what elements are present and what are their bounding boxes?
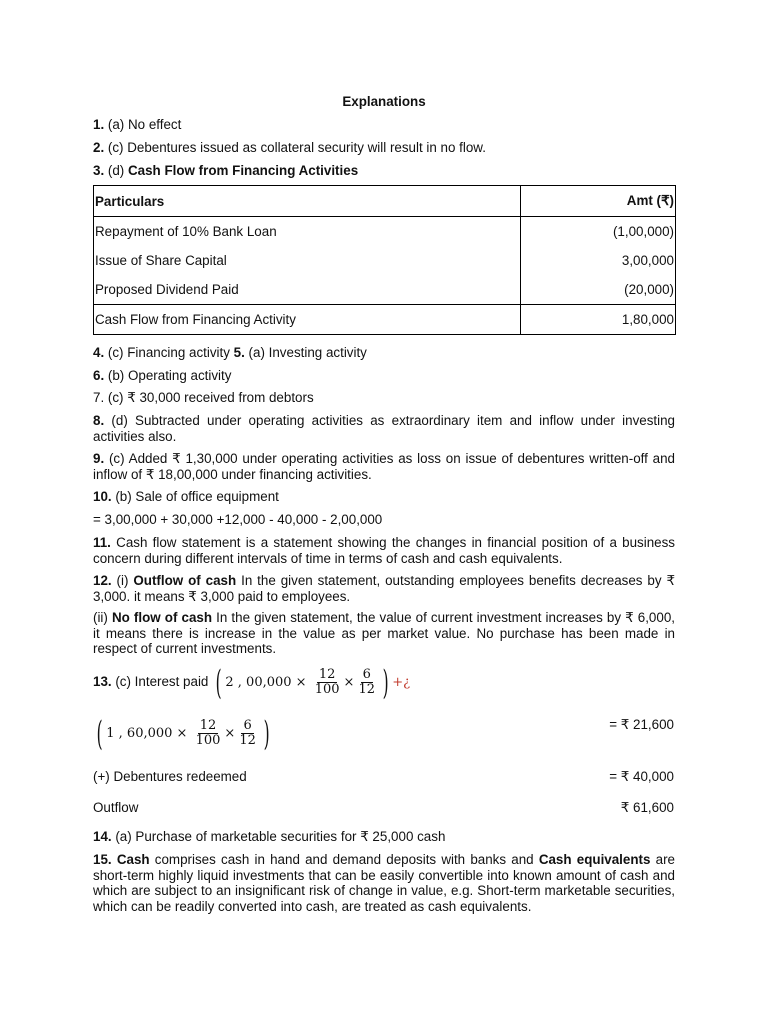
table-header-particulars: Particulars [94, 186, 521, 217]
fraction: $\frac{12}{100}$ [195, 718, 221, 748]
table-cell: Proposed Dividend Paid [94, 275, 521, 305]
table-cell: (20,000) [624, 282, 674, 297]
answer-2: 2. (c) Debentures issued as collateral security will result in no flow. [93, 140, 486, 155]
table-header-amount: Amt (₹) [521, 186, 676, 217]
debentures-redeemed-label: (+) Debentures redeemed [93, 769, 247, 784]
fraction: $\frac{12}{100}$ [314, 667, 340, 697]
answer-14: 14. (a) Purchase of marketable securities for ₹ 25,000 cash [93, 829, 446, 844]
answer-1: 1. (a) No effect [93, 117, 182, 132]
table-row [94, 275, 676, 305]
table-cell: (1,00,000) [612, 224, 674, 239]
table-row-total [94, 305, 676, 335]
answer-3: 3. (d) Cash Flow from Financing Activities [93, 163, 359, 178]
interest-amount: = ₹ 21,600 [609, 717, 674, 732]
table-row [94, 217, 676, 247]
answer-10: 10. (b) Sale of office equipment [93, 489, 279, 504]
fraction: $\frac{6}{12}$ [358, 667, 375, 697]
page-title: Explanations [342, 94, 426, 109]
outflow-label: Outflow [93, 800, 139, 815]
debentures-redeemed-amount: = ₹ 40,000 [609, 769, 674, 784]
table-header-row [94, 186, 676, 217]
answer-11: 11. Cash flow statement is a statement showing the changes in financial position of a business concern during different intervals of time in terms of cash and cash equivalents. [93, 535, 675, 566]
answer-13-formula-line: 13. (c) Interest paid ( 2 , 00,000 × $\frac{12}{100}$ × $\frac{6}{12}$ ) +¿ [93, 662, 411, 703]
table-cell: 1,80,000 [521, 305, 676, 335]
answer-12-part-1: 12. (i) Outflow of cash In the given statement, outstanding employees benefits decreases by ₹ 3,000. it means ₹ 3,000 paid to employees. [93, 573, 675, 604]
table-row [94, 246, 676, 275]
table-cell: 3,00,000 [621, 253, 674, 268]
outflow-amount: ₹ 61,600 [620, 800, 674, 815]
table-cell: Repayment of 10% Bank Loan [94, 217, 521, 247]
table-cell: Issue of Share Capital [94, 246, 521, 275]
answer-7: 7. (c) ₹ 30,000 received from debtors [93, 390, 314, 405]
interest-formula-2: ( 1 , 60,000 × $\frac{12}{100}$ × $\frac{6}{12}$ ) [96, 713, 270, 754]
answer-12-part-2: (ii) No flow of cash In the given statement, the value of current investment increases by ₹ 6,000, it means there is increase in the value as per market value. No purchase has been made in respect of current investments. [93, 610, 675, 656]
answer-9: 9. (c) Added ₹ 1,30,000 under operating activities as loss on issue of debentures written-off and inflow of ₹ 18,00,000 under financing activities. [93, 451, 675, 482]
answer-6: 6. (b) Operating activity [93, 368, 232, 383]
table-cell: Cash Flow from Financing Activity [94, 305, 521, 335]
interest-formula-1: ( 2 , 00,000 × $\frac{12}{100}$ × $\frac{6}{12}$ ) +¿ [215, 662, 411, 703]
financing-activities-table [93, 185, 676, 335]
answer-10-calculation: = 3,00,000 + 30,000 +12,000 - 40,000 - 2,00,000 [93, 512, 383, 527]
answer-8: 8. (d) Subtracted under operating activities as extraordinary item and inflow under investing activities also. [93, 413, 675, 444]
answer-4-5: 4. (c) Financing activity 5. (a) Investing activity [93, 345, 367, 360]
fraction: $\frac{6}{12}$ [239, 718, 256, 748]
answer-15: 15. Cash comprises cash in hand and demand deposits with banks and Cash equivalents are short-term highly liquid investments that can be easily convertible into known amount of cash and which are subject to an insignificant risk of change in value, e.g. Short-term marketable securities, which can be readily converted into cash, are treated as cash equivalents. [93, 852, 675, 914]
